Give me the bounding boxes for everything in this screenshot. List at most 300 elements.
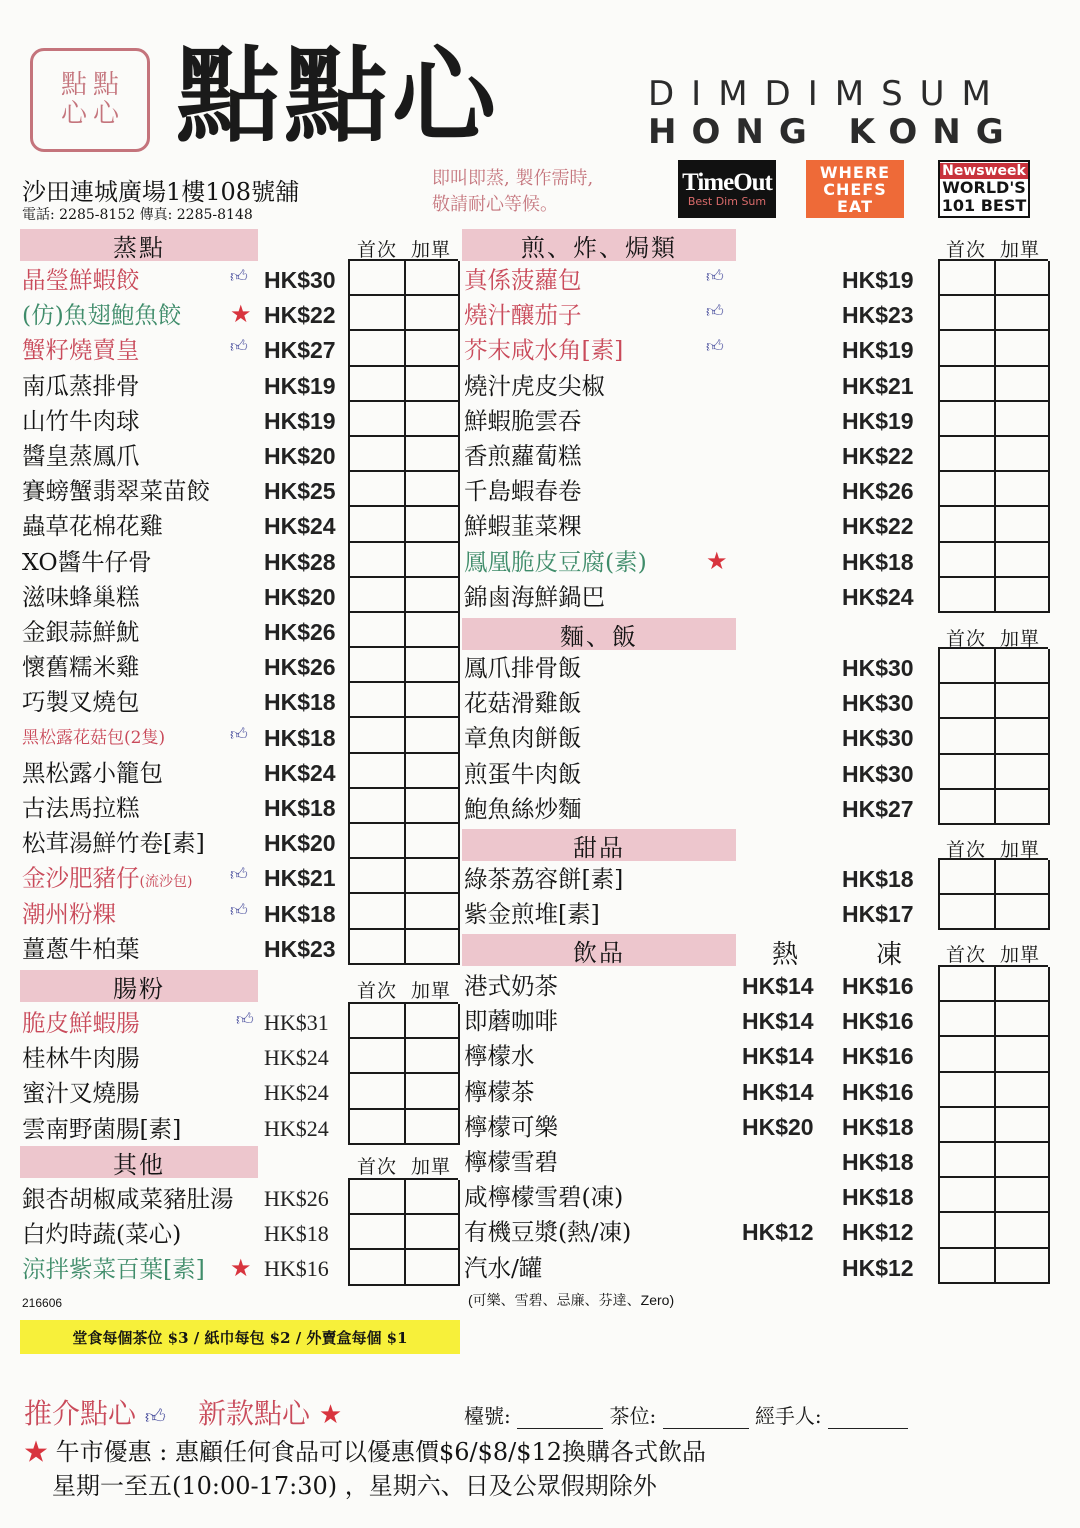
drink-price-cold: HK$12 xyxy=(842,1219,914,1246)
newsweek-line: 101 BEST xyxy=(941,196,1027,215)
menu-item-price: HK$18 xyxy=(264,900,336,927)
add-order-box[interactable] xyxy=(406,1110,460,1145)
order-tick-grid xyxy=(348,1002,458,1145)
first-order-box[interactable] xyxy=(350,472,406,507)
menu-item-price: HK$26 xyxy=(264,619,336,645)
first-order-box[interactable] xyxy=(940,543,996,578)
add-order-box[interactable] xyxy=(996,437,1050,472)
menu-item-name: 松茸湯鮮竹卷[素] xyxy=(22,829,205,858)
menu-item-name: 鮮蝦脆雲吞 xyxy=(464,406,582,435)
col-add-order: 加單 xyxy=(1000,944,1041,966)
col-add-order: 加單 xyxy=(1000,628,1041,650)
drink-price-cold: HK$18 xyxy=(842,1113,914,1140)
menu-item-price: HK$24 xyxy=(264,513,336,540)
drink-price-hot: HK$14 xyxy=(742,973,814,999)
add-order-box[interactable] xyxy=(406,331,460,366)
first-order-box[interactable] xyxy=(940,790,996,825)
section-rice-roll: 腸粉 xyxy=(20,970,258,1002)
drink-price-hot: HK$14 xyxy=(742,1043,814,1070)
drink-price-hot: HK$20 xyxy=(742,1113,814,1140)
menu-item-name: 桂林牛肉腸 xyxy=(22,1044,140,1073)
timeout-logo-text: TimeOut xyxy=(682,169,772,196)
col-add-order: 加單 xyxy=(411,239,452,261)
menu-item-price: HK$22 xyxy=(264,302,336,329)
menu-item-price: HK$18 xyxy=(264,724,336,751)
menu-item-name: 燒汁虎皮尖椒 xyxy=(464,371,605,400)
first-order-box[interactable] xyxy=(350,824,406,859)
add-order-box[interactable] xyxy=(996,684,1050,719)
menu-item-price: HK$20 xyxy=(264,443,336,469)
add-order-box[interactable] xyxy=(406,789,460,824)
menu-item-price: HK$19 xyxy=(842,337,914,364)
menu-item-name: 南瓜蒸排骨 xyxy=(22,371,140,400)
menu-item-price: HK$22 xyxy=(842,443,914,469)
add-order-box[interactable] xyxy=(996,1143,1050,1178)
col-add-order: 加單 xyxy=(411,1156,452,1178)
first-order-box[interactable] xyxy=(350,1180,406,1215)
menu-item-price: HK$19 xyxy=(842,267,914,293)
soda-flavours-note: (可樂、雪碧、忌廉、芬達、Zero) xyxy=(468,1292,675,1308)
shop-address: 沙田連城廣場1樓108號舖 xyxy=(22,178,300,206)
col-add-order: 加單 xyxy=(411,980,452,1002)
thumbs-up-icon: 👍︎ xyxy=(230,900,248,921)
menu-item-name: 古法馬拉糕 xyxy=(22,794,140,822)
tea-field[interactable] xyxy=(663,1410,749,1429)
tea-label: 茶位: xyxy=(609,1404,657,1428)
add-order-box[interactable] xyxy=(406,1180,460,1215)
menu-item-price: HK$20 xyxy=(264,583,336,610)
wait-notice-line: 敬請耐心等候。 xyxy=(432,194,558,215)
add-order-box[interactable] xyxy=(406,472,460,507)
thumbs-up-icon: 👍︎ xyxy=(236,1010,254,1030)
add-order-box[interactable] xyxy=(996,578,1050,613)
add-order-box[interactable] xyxy=(996,1108,1050,1143)
first-order-box[interactable] xyxy=(940,1178,996,1213)
add-order-box[interactable] xyxy=(406,859,460,894)
lunch-promo-text: 午市優惠 : 惠顧任何食品可以優惠價$6/$8/$12換購各式飲品 xyxy=(55,1438,707,1466)
newsweek-badge xyxy=(938,160,1030,218)
menu-item-price: HK$18 xyxy=(842,866,914,892)
drink-name: 即蘑咖啡 xyxy=(464,1007,558,1036)
first-order-box[interactable] xyxy=(940,331,996,366)
add-order-box[interactable] xyxy=(406,261,460,296)
section-steamed: 蒸點 xyxy=(20,229,258,261)
add-order-box[interactable] xyxy=(996,1002,1050,1037)
menu-item-price: HK$19 xyxy=(842,407,914,434)
drink-name: 有機豆漿(熱/凍) xyxy=(464,1218,632,1247)
menu-item-name: 金沙肥豬仔(流沙包) xyxy=(22,864,193,893)
phone-fax: 電話: 2285-8152 傳真: 2285-8148 xyxy=(22,207,253,223)
add-order-box[interactable] xyxy=(406,437,460,472)
add-order-box[interactable] xyxy=(996,402,1050,437)
newsweek-line: WORLD'S xyxy=(942,178,1026,197)
menu-item-name: 黑松露花菇包(2隻) xyxy=(22,727,166,748)
add-order-box[interactable] xyxy=(996,967,1050,1002)
section-drinks: 飲品 xyxy=(462,934,736,966)
first-order-box[interactable] xyxy=(350,789,406,824)
first-order-box[interactable] xyxy=(350,613,406,648)
first-order-box[interactable] xyxy=(940,578,996,613)
add-order-box[interactable] xyxy=(996,860,1050,895)
add-order-box[interactable] xyxy=(406,718,460,753)
menu-item-name: 蟲草花棉花雞 xyxy=(22,512,163,541)
col-first-order: 首次 xyxy=(946,839,987,861)
handler-label: 經手人: xyxy=(754,1404,822,1428)
menu-item-price: HK$25 xyxy=(264,478,336,505)
brand-title-chinese: 點點心 xyxy=(176,34,501,157)
add-order-box[interactable] xyxy=(996,1249,1050,1284)
add-order-box[interactable] xyxy=(406,1215,460,1250)
order-tick-grid xyxy=(938,259,1048,613)
first-order-box[interactable] xyxy=(940,261,996,296)
menu-item-price: HK$21 xyxy=(264,865,336,892)
first-order-box[interactable] xyxy=(350,437,406,472)
brand-location-english: HONG KONG xyxy=(648,112,1019,152)
menu-item-name: 千島蝦春卷 xyxy=(464,477,582,506)
order-tick-grid xyxy=(938,965,1048,1284)
add-order-box[interactable] xyxy=(406,648,460,683)
add-order-box[interactable] xyxy=(406,613,460,648)
first-order-box[interactable] xyxy=(350,507,406,542)
menu-item-subtitle: (流沙包) xyxy=(139,874,193,891)
add-order-box[interactable] xyxy=(996,1073,1050,1108)
drink-price-hot: HK$14 xyxy=(742,1078,814,1105)
menu-item-name: 鮮蝦韮菜粿 xyxy=(464,512,582,541)
first-order-box[interactable] xyxy=(940,472,996,507)
first-order-box[interactable] xyxy=(940,895,996,930)
menu-item-name: 涼拌紫菜百葉[素] xyxy=(22,1255,205,1284)
drink-price-cold: HK$16 xyxy=(842,973,914,999)
timeout-subtitle: Best Dim Sum xyxy=(687,195,767,208)
drink-name: 咸檸檬雪碧(凍) xyxy=(464,1183,624,1212)
wait-notice-line: 即叫即蒸, 製作需時, xyxy=(432,168,594,189)
lunch-promo-hours: 星期一至五(10:00-17:30) ，星期六、日及公眾假期除外 xyxy=(52,1472,657,1500)
menu-item-name: 花菇滑雞飯 xyxy=(464,689,582,718)
menu-item-name: 綠茶荔容餅[素] xyxy=(464,865,624,893)
order-form-fields xyxy=(464,1400,908,1429)
where-chefs-eat-badge xyxy=(806,160,904,218)
menu-item-price: HK$23 xyxy=(264,935,336,962)
first-order-box[interactable] xyxy=(350,718,406,753)
menu-item-name: 賽螃蟹翡翠菜苗餃 xyxy=(22,477,210,506)
add-order-box[interactable] xyxy=(406,543,460,578)
menu-item-price: HK$18 xyxy=(264,1221,329,1247)
add-order-box[interactable] xyxy=(996,472,1050,507)
drink-price-cold: HK$18 xyxy=(842,1184,914,1211)
menu-item-price: HK$19 xyxy=(264,372,336,399)
first-order-box[interactable] xyxy=(940,1108,996,1143)
first-order-box[interactable] xyxy=(940,402,996,437)
col-first-order: 首次 xyxy=(946,628,987,650)
first-order-box[interactable] xyxy=(350,331,406,366)
drink-name: 檸檬可樂 xyxy=(464,1112,558,1141)
menu-item-name: XO醬牛仔骨 xyxy=(22,547,152,576)
add-order-box[interactable] xyxy=(996,331,1050,366)
add-order-box[interactable] xyxy=(406,507,460,542)
first-order-box[interactable] xyxy=(350,367,406,402)
thumbs-up-icon: 👍︎ xyxy=(230,724,248,745)
menu-item-price: HK$26 xyxy=(264,654,336,681)
menu-item-name: 鳳爪排骨飯 xyxy=(464,654,582,682)
add-order-box[interactable] xyxy=(996,1037,1050,1072)
thumbs-up-icon: 👍︎ xyxy=(706,337,724,358)
menu-item-name: 燒汁釀茄子 xyxy=(464,301,582,330)
section-others: 其他 xyxy=(20,1146,258,1178)
first-order-box[interactable] xyxy=(940,1213,996,1248)
first-order-box[interactable] xyxy=(350,683,406,718)
first-order-box[interactable] xyxy=(940,1037,996,1072)
newsweek-logo-text: Newsweek xyxy=(940,163,1028,179)
drink-price-cold: HK$16 xyxy=(842,1078,914,1105)
add-order-box[interactable] xyxy=(996,261,1050,296)
first-order-box[interactable] xyxy=(940,967,996,1002)
menu-item-price: HK$31 xyxy=(264,1010,329,1035)
timeout-badge xyxy=(678,160,776,218)
star-icon: ★ xyxy=(230,300,252,329)
first-order-box[interactable] xyxy=(940,1073,996,1108)
brand-title-english: DIMDIMSUM xyxy=(648,74,1008,114)
menu-item-name: 雲南野菌腸[素] xyxy=(22,1114,182,1143)
add-order-box[interactable] xyxy=(406,1250,460,1285)
add-order-box[interactable] xyxy=(996,367,1050,402)
first-order-box[interactable] xyxy=(350,894,406,929)
col-first-order: 首次 xyxy=(946,944,987,966)
drinks-cold-label: 凍 xyxy=(876,940,903,970)
col-first-order: 首次 xyxy=(357,239,398,261)
star-icon: ★ xyxy=(706,546,728,575)
drink-price-cold: HK$16 xyxy=(842,1043,914,1070)
menu-item-name: 潮州粉粿 xyxy=(22,899,116,928)
first-order-box[interactable] xyxy=(350,543,406,578)
add-order-box[interactable] xyxy=(406,1039,460,1074)
menu-item-name: 錦鹵海鮮鍋巴 xyxy=(464,582,605,611)
menu-item-name: 晶瑩鮮蝦餃 xyxy=(22,266,140,294)
first-order-box[interactable] xyxy=(350,1215,406,1250)
add-order-box[interactable] xyxy=(406,930,460,965)
menu-item-price: HK$20 xyxy=(264,830,336,857)
menu-item-price: HK$26 xyxy=(264,1186,329,1211)
seal-char: 點 xyxy=(93,69,120,100)
col-first-order: 首次 xyxy=(357,1156,398,1178)
drink-price-hot: HK$14 xyxy=(742,1008,814,1035)
drink-name: 汽水/罐 xyxy=(464,1253,543,1282)
menu-item-name: 煎蛋牛肉飯 xyxy=(464,759,582,788)
add-order-box[interactable] xyxy=(406,754,460,789)
first-order-box[interactable] xyxy=(940,649,996,684)
section-dessert: 甜品 xyxy=(462,829,736,861)
thumbs-up-icon: 👍︎ xyxy=(230,267,248,287)
menu-item-price: HK$23 xyxy=(842,302,914,329)
menu-item-price: HK$18 xyxy=(264,795,336,821)
drink-price-cold: HK$16 xyxy=(842,1008,914,1035)
first-order-box[interactable] xyxy=(940,1143,996,1178)
order-tick-grid xyxy=(348,259,458,965)
drink-price-cold: HK$12 xyxy=(842,1254,914,1281)
menu-item-price: HK$24 xyxy=(264,1045,329,1071)
wait-notice xyxy=(432,166,652,218)
drink-name: 檸檬水 xyxy=(464,1042,535,1071)
add-order-box[interactable] xyxy=(996,1178,1050,1213)
menu-item-name: 薑蔥牛柏葉 xyxy=(22,934,140,963)
col-add-order: 加單 xyxy=(1000,839,1041,861)
menu-item-price: HK$27 xyxy=(842,795,914,822)
menu-item-price: HK$16 xyxy=(264,1256,329,1282)
menu-item-name: 銀杏胡椒咸菜豬肚湯 xyxy=(22,1185,234,1213)
first-order-box[interactable] xyxy=(940,507,996,542)
legend-new xyxy=(198,1392,342,1432)
add-order-box[interactable] xyxy=(996,507,1050,542)
badge-line: EAT xyxy=(837,196,873,216)
order-tick-grid xyxy=(348,1178,458,1286)
menu-item-name: 香煎蘿蔔糕 xyxy=(464,442,582,470)
menu-item-name: 巧製叉燒包 xyxy=(22,688,140,717)
drink-price-hot: HK$12 xyxy=(742,1219,814,1246)
add-order-box[interactable] xyxy=(996,649,1050,684)
menu-item-name: 懷舊糯米雞 xyxy=(22,653,140,682)
menu-item-name: 鮑魚絲炒麵 xyxy=(464,794,582,823)
seal-char: 心 xyxy=(93,99,120,129)
star-icon: ★ xyxy=(318,1400,343,1430)
first-order-box[interactable] xyxy=(350,1004,406,1039)
table-no-field[interactable] xyxy=(517,1410,603,1429)
order-tick-grid xyxy=(938,858,1048,930)
legend-recommend-label: 推介點心 xyxy=(24,1397,137,1430)
thumbs-up-icon: 👍︎ xyxy=(230,337,248,358)
menu-item-price: HK$21 xyxy=(842,372,914,399)
lunch-promo xyxy=(24,1432,706,1467)
col-first-order: 首次 xyxy=(946,239,987,261)
menu-item-name: 鳳凰脆皮豆腐(素) xyxy=(464,547,647,576)
badge-line: CHEFS xyxy=(823,179,887,199)
add-order-box[interactable] xyxy=(996,719,1050,754)
badge-line: WHERE xyxy=(819,162,891,182)
add-order-box[interactable] xyxy=(406,402,460,437)
first-order-box[interactable] xyxy=(350,930,406,965)
menu-item-name: 金銀蒜鮮魷 xyxy=(22,618,140,646)
legend-new-label: 新款點心 xyxy=(198,1397,311,1430)
legend-recommend xyxy=(24,1392,166,1432)
add-order-box[interactable] xyxy=(996,895,1050,930)
add-order-box[interactable] xyxy=(406,296,460,331)
charges-note: 堂食每個茶位 $3 / 紙巾每包 $2 / 外賣盒每個 $1 xyxy=(20,1320,460,1354)
first-order-box[interactable] xyxy=(350,578,406,613)
first-order-box[interactable] xyxy=(940,296,996,331)
menu-item-price: HK$22 xyxy=(842,513,914,540)
add-order-box[interactable] xyxy=(996,755,1050,790)
first-order-box[interactable] xyxy=(940,860,996,895)
first-order-box[interactable] xyxy=(350,296,406,331)
thumbs-up-icon: 👍︎ xyxy=(706,267,724,287)
menu-item-price: HK$24 xyxy=(264,1115,329,1141)
first-order-box[interactable] xyxy=(350,648,406,683)
col-first-order: 首次 xyxy=(357,980,398,1002)
menu-item-name: 滋味蜂巢糕 xyxy=(22,582,140,611)
menu-item-price: HK$24 xyxy=(264,759,336,786)
first-order-box[interactable] xyxy=(940,755,996,790)
menu-item-name: 真係菠蘿包 xyxy=(464,266,582,294)
first-order-box[interactable] xyxy=(940,719,996,754)
first-order-box[interactable] xyxy=(940,367,996,402)
menu-item-price: HK$27 xyxy=(264,337,336,364)
col-add-order: 加單 xyxy=(1000,239,1041,261)
menu-item-price: HK$28 xyxy=(264,548,336,575)
first-order-box[interactable] xyxy=(940,1249,996,1284)
add-order-box[interactable] xyxy=(996,296,1050,331)
menu-item-name: 紫金煎堆[素] xyxy=(464,900,600,929)
add-order-box[interactable] xyxy=(996,790,1050,825)
first-order-box[interactable] xyxy=(940,684,996,719)
first-order-box[interactable] xyxy=(940,1002,996,1037)
add-order-box[interactable] xyxy=(996,1213,1050,1248)
add-order-box[interactable] xyxy=(406,894,460,929)
first-order-box[interactable] xyxy=(350,1039,406,1074)
menu-item-price: HK$19 xyxy=(264,407,336,434)
thumbs-up-icon: 👍︎ xyxy=(144,1404,166,1428)
menu-code: 216606 xyxy=(22,1296,63,1310)
menu-item-name: 醬皇蒸鳳爪 xyxy=(22,442,140,470)
seal-char: 心 xyxy=(60,99,87,129)
menu-item-price: HK$24 xyxy=(842,583,914,610)
star-icon: ★ xyxy=(24,1438,48,1466)
add-order-box[interactable] xyxy=(406,578,460,613)
add-order-box[interactable] xyxy=(406,824,460,859)
add-order-box[interactable] xyxy=(406,683,460,718)
menu-item-price: HK$30 xyxy=(842,655,914,681)
menu-item-name: 黑松露小籠包 xyxy=(22,758,163,787)
add-order-box[interactable] xyxy=(406,367,460,402)
first-order-box[interactable] xyxy=(350,1074,406,1109)
menu-item-price: HK$30 xyxy=(264,267,336,293)
first-order-box[interactable] xyxy=(350,1110,406,1145)
menu-item-name: 章魚肉餅飯 xyxy=(464,724,582,753)
table-no-label: 檯號: xyxy=(464,1404,511,1428)
first-order-box[interactable] xyxy=(940,437,996,472)
add-order-box[interactable] xyxy=(406,1004,460,1039)
first-order-box[interactable] xyxy=(350,859,406,894)
add-order-box[interactable] xyxy=(406,1074,460,1109)
first-order-box[interactable] xyxy=(350,754,406,789)
section-noodles: 麵、飯 xyxy=(462,618,736,650)
menu-item-price: HK$30 xyxy=(842,690,914,717)
first-order-box[interactable] xyxy=(350,402,406,437)
drinks-hot-label: 熱 xyxy=(772,940,799,970)
menu-item-name: 脆皮鮮蝦腸 xyxy=(22,1009,140,1037)
menu-item-name: 芥末咸水角[素] xyxy=(464,336,624,365)
add-order-box[interactable] xyxy=(996,543,1050,578)
drink-price-cold: HK$18 xyxy=(842,1149,914,1175)
menu-item-name: (仿)魚翅鮑魚餃 xyxy=(22,301,182,330)
order-tick-grid xyxy=(938,647,1048,825)
menu-item-name: 白灼時蔬(菜心) xyxy=(22,1220,182,1249)
drink-name: 檸檬雪碧 xyxy=(464,1148,558,1176)
first-order-box[interactable] xyxy=(350,1250,406,1285)
seal-char: 點 xyxy=(60,69,87,100)
thumbs-up-icon: 👍︎ xyxy=(706,302,724,323)
menu-item-price: HK$17 xyxy=(842,901,914,928)
menu-item-name: 蜜汁叉燒腸 xyxy=(22,1079,140,1108)
drink-name: 港式奶茶 xyxy=(464,972,558,1000)
first-order-box[interactable] xyxy=(350,261,406,296)
menu-item-price: HK$30 xyxy=(842,725,914,752)
star-icon: ★ xyxy=(230,1254,252,1283)
menu-item-name: 蟹籽燒賣皇 xyxy=(22,336,140,365)
thumbs-up-icon: 👍︎ xyxy=(230,865,248,886)
menu-item-name: 山竹牛肉球 xyxy=(22,406,140,435)
menu-item-price: HK$30 xyxy=(842,760,914,787)
section-fried: 煎、炸、焗類 xyxy=(462,229,736,261)
drink-name: 檸檬茶 xyxy=(464,1077,535,1106)
handler-field[interactable] xyxy=(828,1410,908,1429)
